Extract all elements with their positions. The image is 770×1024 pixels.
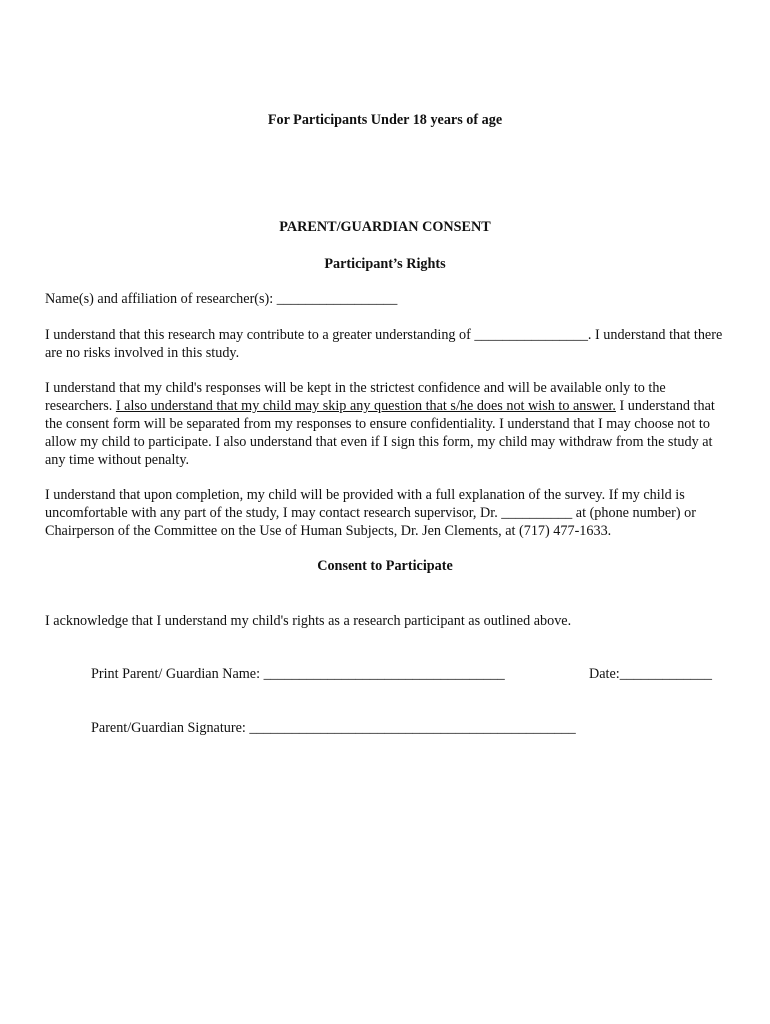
page-title: PARENT/GUARDIAN CONSENT bbox=[279, 219, 491, 235]
print-name-field[interactable]: Print Parent/ Guardian Name: __________________________________ bbox=[91, 666, 505, 682]
consent-heading: Consent to Participate bbox=[317, 558, 453, 574]
audience-note: For Participants Under 18 years of age bbox=[267, 112, 503, 128]
rights-heading: Participant’s Rights bbox=[324, 256, 446, 272]
researchers-line: Name(s) and affiliation of researcher(s): _________________ bbox=[45, 291, 398, 307]
understanding-paragraph: I understand that this research may contribute to a greater understanding of ________________. I understand that there are no risks involved in this study. bbox=[45, 327, 723, 361]
confidentiality-paragraph bbox=[45, 379, 725, 469]
acknowledgement-statement: I acknowledge that I understand my child's rights as a research participant as outlined above. bbox=[45, 613, 572, 629]
skip-question-statement: I also understand that my child may skip any question that s/he does not wish to answer. bbox=[115, 398, 616, 414]
completion-paragraph: I understand that upon completion, my child will be provided with a full explanation of the survey. If my child is uncomfortable with any part of the study, I may contact research supervisor, Dr. __________ at (phone number) or Chairperson of the Committee on the Use of Human Subjects, Dr. Jen Clements, at (717) 477-1633. bbox=[45, 487, 696, 539]
confidentiality-text-2: I understand that the consent form will be separated from my responses to ensure confidentiality. I understand that I may choose not to allow my child to participate. I also understand that even if I sign this form, my child may withdraw from the study at any time without penalty. bbox=[45, 398, 715, 468]
date-field[interactable]: Date:_____________ bbox=[589, 666, 712, 682]
confidentiality-text-1: I understand that my child's responses will be kept in the strictest confidence and will be available only to the researchers. bbox=[45, 380, 666, 414]
signature-field[interactable]: Parent/Guardian Signature: ______________________________________________ bbox=[91, 720, 576, 736]
